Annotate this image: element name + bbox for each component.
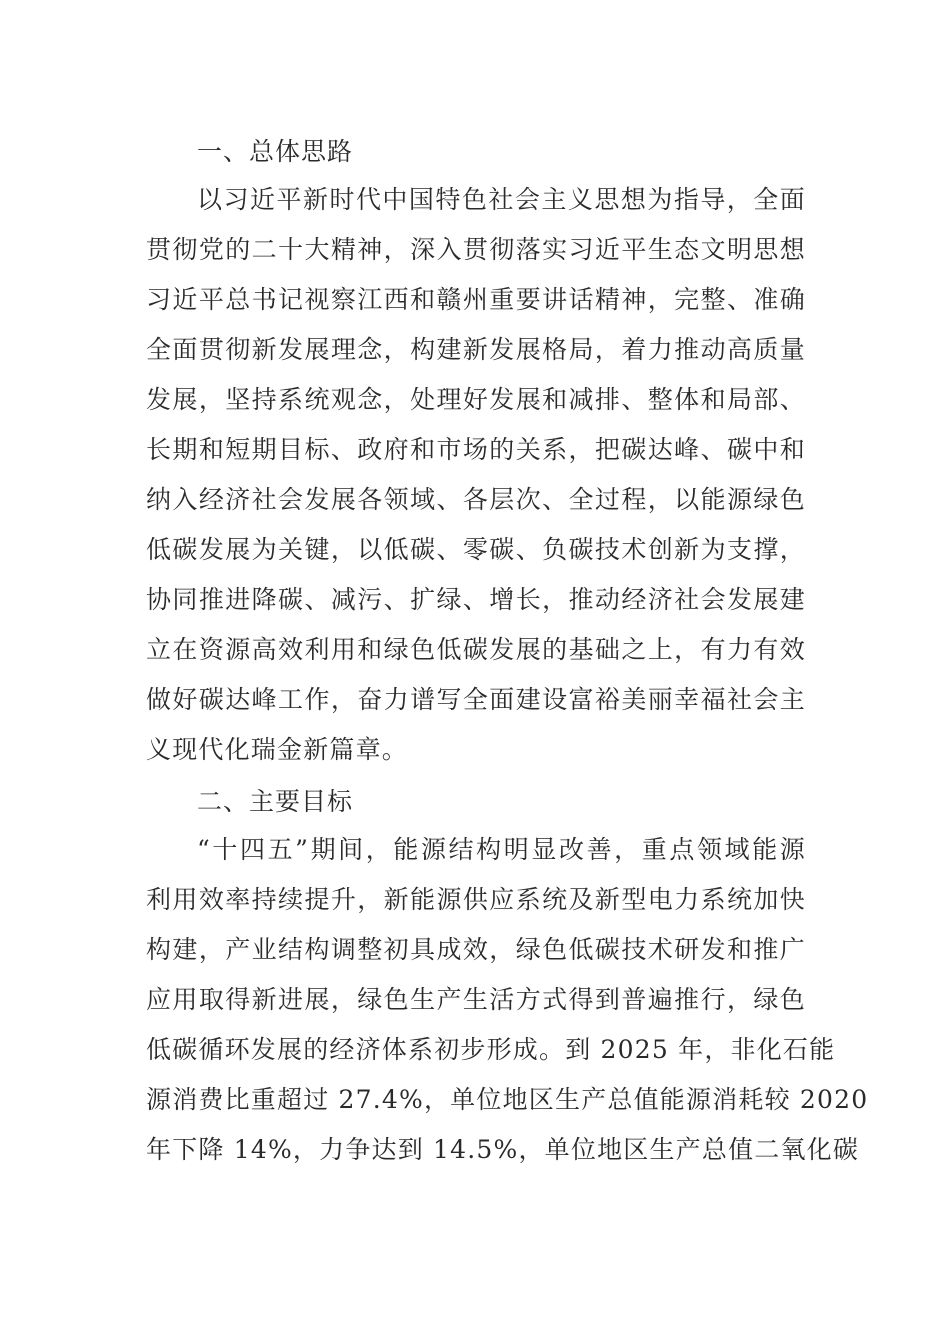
paragraph-line: 立在资源高效利用和绿色低碳发展的基础之上，有力有效 <box>146 635 806 664</box>
paragraph-line: 贯彻党的二十大精神，深入贯彻落实习近平生态文明思想 <box>146 235 806 264</box>
paragraph-line: 低碳发展为关键，以低碳、零碳、负碳技术创新为支撑， <box>146 535 806 564</box>
paragraph-line: “十四五”期间，能源结构明显改善，重点领域能源 <box>197 835 806 864</box>
paragraph-line: 习近平总书记视察江西和赣州重要讲话精神，完整、准确 <box>146 285 806 314</box>
paragraph-line: 协同推进降碳、减污、扩绿、增长，推动经济社会发展建 <box>146 585 806 614</box>
paragraph-line: 利用效率持续提升，新能源供应系统及新型电力系统加快 <box>146 885 806 914</box>
paragraph-line: 纳入经济社会发展各领域、各层次、全过程，以能源绿色 <box>146 485 806 514</box>
paragraph-line: 年下降 14%，力争达到 14.5%，单位地区生产总值二氧化碳 <box>146 1135 860 1164</box>
paragraph-line: 发展，坚持系统观念，处理好发展和减排、整体和局部、 <box>146 385 806 414</box>
paragraph-line: 做好碳达峰工作，奋力谱写全面建设富裕美丽幸福社会主 <box>146 685 806 714</box>
paragraph-line: 应用取得新进展，绿色生产生活方式得到普遍推行，绿色 <box>146 985 806 1014</box>
paragraph-line: 源消费比重超过 27.4%，单位地区生产总值能源消耗较 2020 <box>146 1085 869 1114</box>
paragraph-line: 低碳循环发展的经济体系初步形成。到 2025 年，非化石能 <box>146 1035 836 1064</box>
paragraph-line: 构建，产业结构调整初具成效，绿色低碳技术研发和推广 <box>146 935 806 964</box>
paragraph-line: 义现代化瑞金新篇章。 <box>146 735 409 764</box>
section-heading-overall-approach: 一、总体思路 <box>197 137 354 166</box>
paragraph-line: 长期和短期目标、政府和市场的关系，把碳达峰、碳中和 <box>146 435 806 464</box>
paragraph-line: 以习近平新时代中国特色社会主义思想为指导，全面 <box>197 185 806 214</box>
section-heading-main-goals: 二、主要目标 <box>197 787 354 816</box>
paragraph-line: 全面贯彻新发展理念，构建新发展格局，着力推动高质量 <box>146 335 806 364</box>
